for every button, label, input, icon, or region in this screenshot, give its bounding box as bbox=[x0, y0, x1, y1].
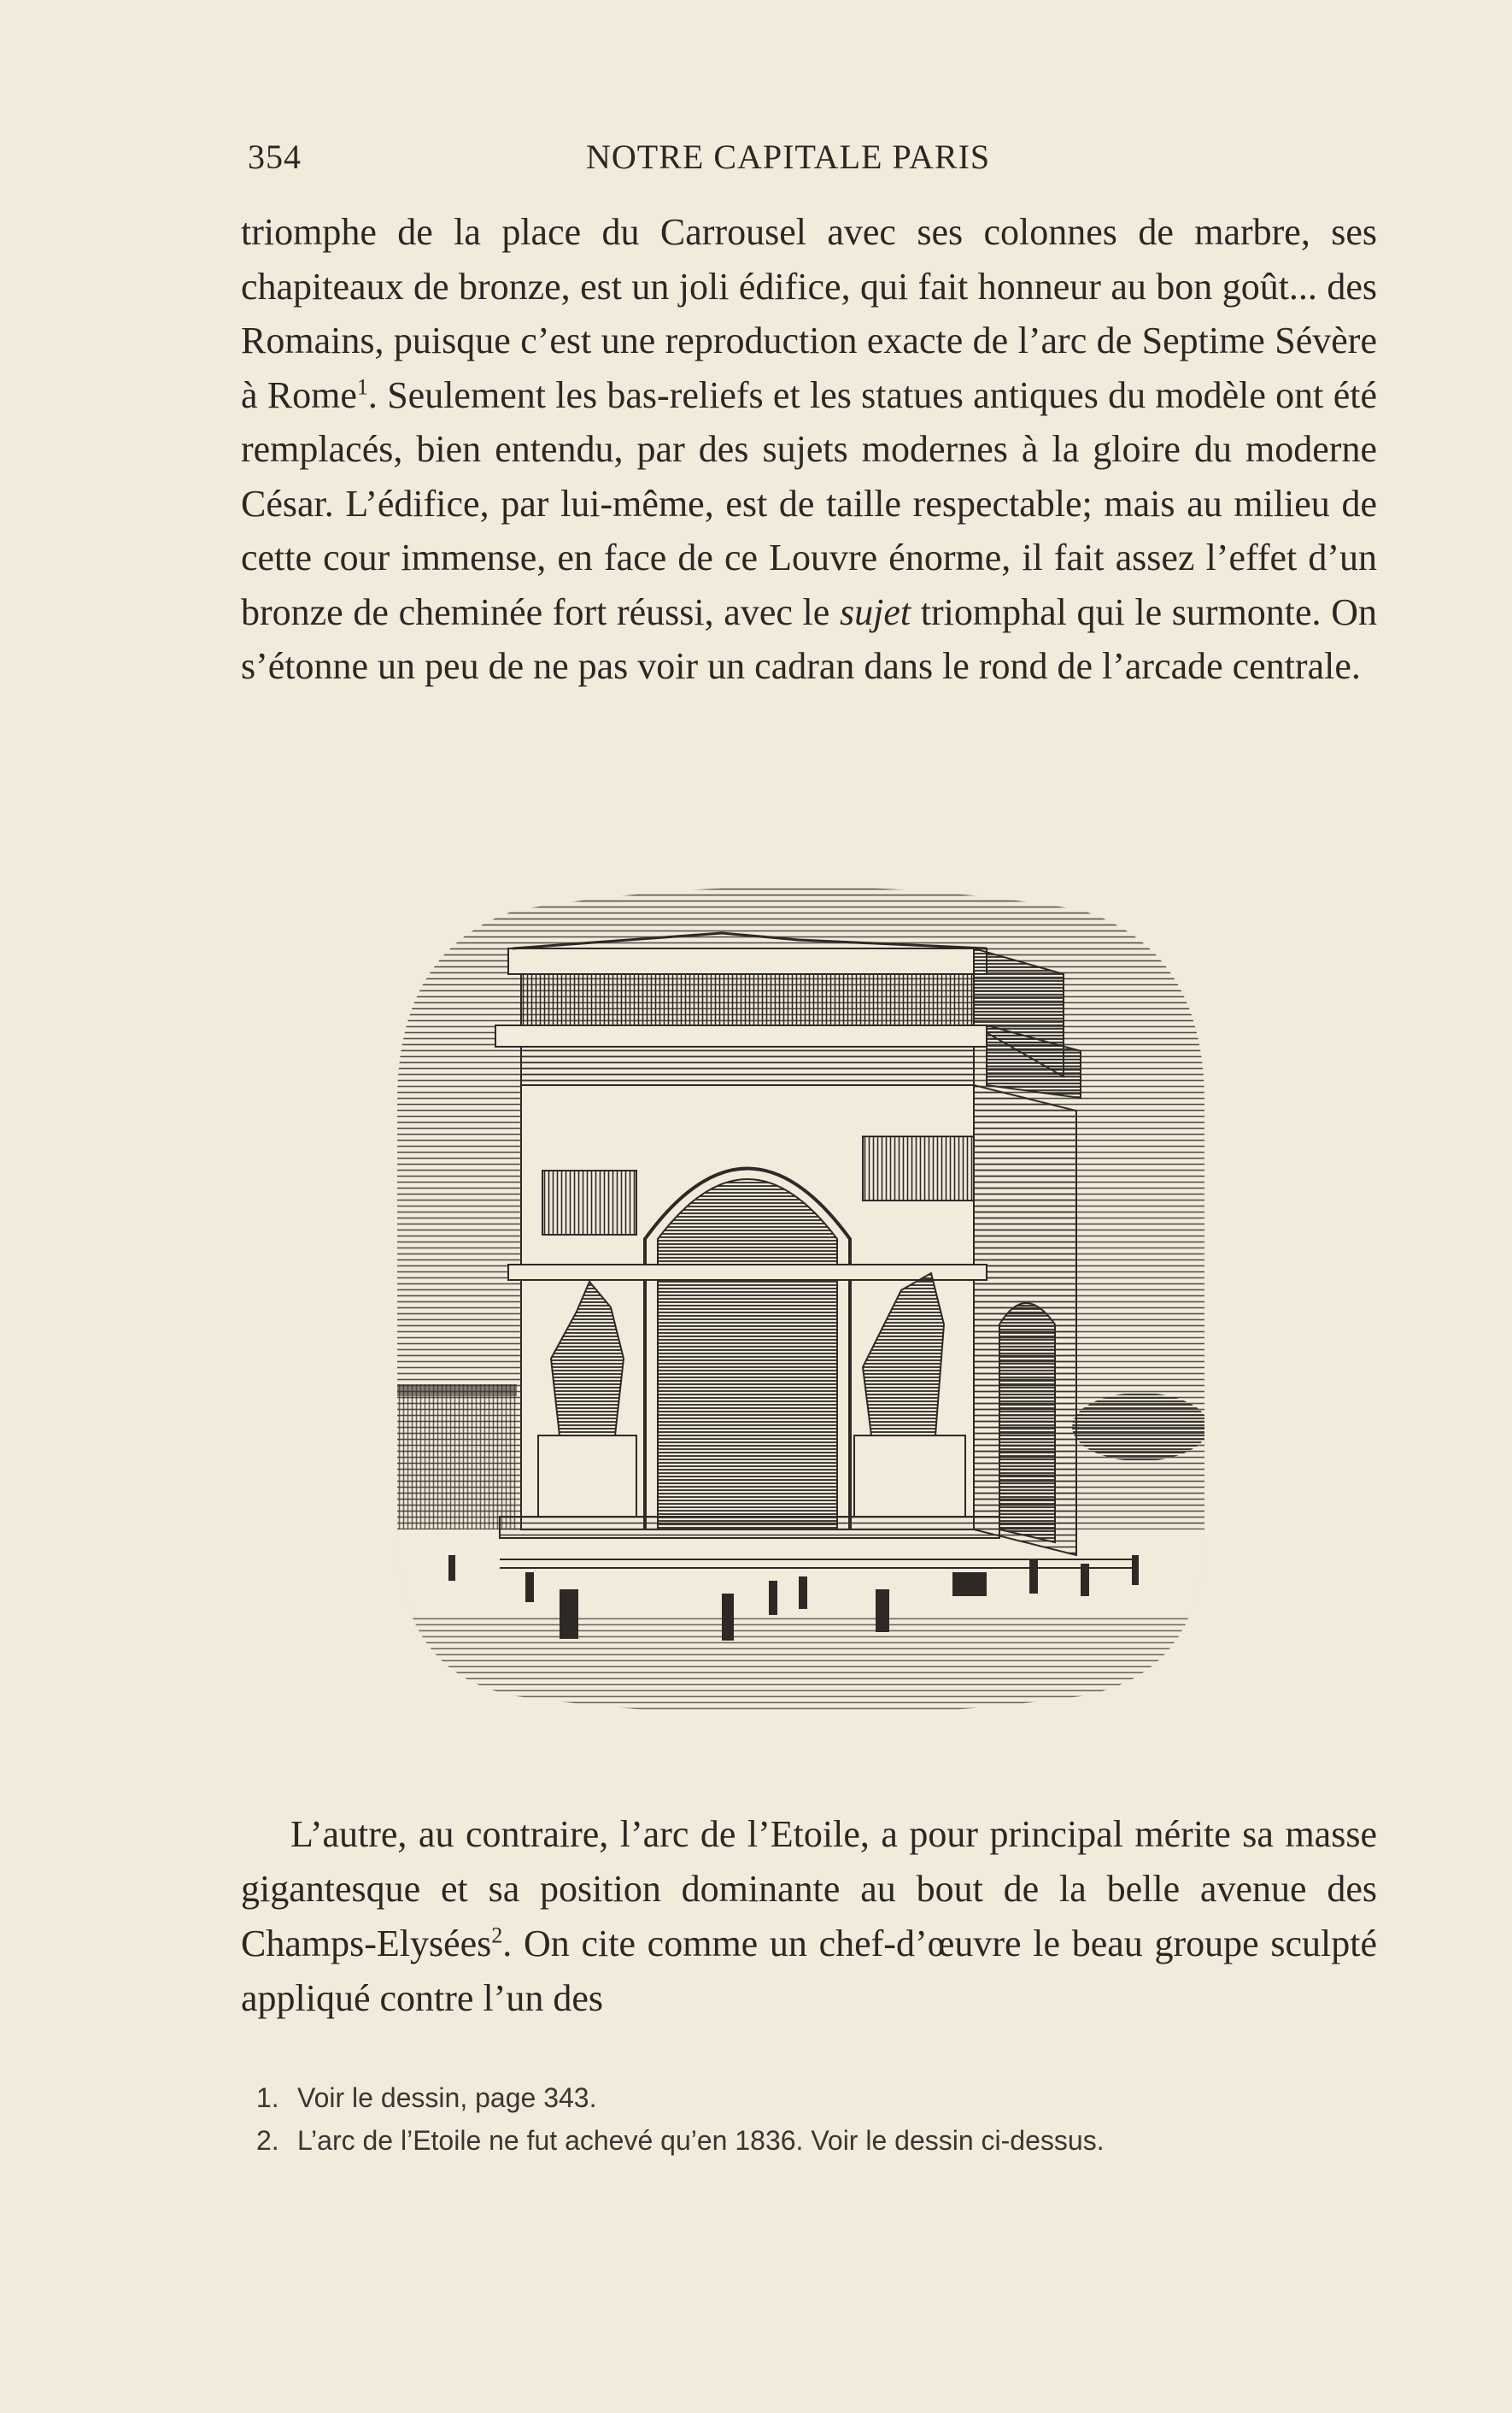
arc-de-triomphe-engraving-icon bbox=[397, 880, 1204, 1713]
paragraph-2-part-b: . On cite comme un chef-d’œuvre le beau groupe sculpté appliqué contre l’un des bbox=[241, 1923, 1377, 2019]
paragraph-2-text bbox=[241, 1807, 1377, 2026]
italic-word: sujet bbox=[839, 590, 911, 633]
paragraph-2-part-a: L’autre, au contraire, l’arc de l’Etoile, a pour principal mérite sa masse gigantesque et sa position dominante au bout de la belle avenue des Champs-Elysées bbox=[241, 1813, 1377, 1964]
footnote-number: 2. bbox=[256, 2125, 279, 2156]
page-number: 354 bbox=[248, 138, 302, 176]
paragraph-2 bbox=[241, 1807, 1377, 2026]
footnote-1 bbox=[256, 2076, 1367, 2119]
running-header bbox=[248, 137, 1042, 179]
paragraph-1-part-a: triomphe de la place du Carrousel avec ses colonnes de marbre, ses chapiteaux de bronze, est un joli édifice, qui fait honneur au bon goût... des Romains, puisque c’est une reproduction exacte de l’arc de Septime Sévère à Rome bbox=[241, 211, 1377, 416]
paragraph-1-part-b: . Seulement les bas-reliefs et les statues antiques du modèle ont été remplacés, bien entendu, par des sujets modernes à la gloire du moderne César. L’édifice, par lui-même, est de taille respectable; mais au milieu de cette cour immense, en face de ce Louvre énorme, il fait assez l’effet d’un bronze de cheminée fort réussi, avec le bbox=[241, 373, 1377, 633]
footnotes bbox=[256, 2076, 1367, 2162]
footnote-mark-1[interactable]: 1 bbox=[356, 373, 368, 399]
paragraph-1-text bbox=[241, 205, 1377, 694]
footnote-mark-2[interactable]: 2 bbox=[491, 1923, 503, 1948]
paragraph-1 bbox=[241, 205, 1377, 694]
arch bbox=[495, 933, 1081, 1555]
footnote-number: 1. bbox=[256, 2082, 279, 2113]
footnote-2 bbox=[256, 2119, 1367, 2162]
footnote-text: Voir le dessin, page 343. bbox=[297, 2082, 597, 2113]
footnote-text: L’arc de l’Etoile ne fut achevé qu’en 1836. Voir le dessin ci-dessus. bbox=[297, 2125, 1105, 2156]
running-title: NOTRE CAPITALE PARIS bbox=[586, 138, 991, 176]
paragraph-1-part-c: triomphal qui le surmonte. On s’étonne un peu de ne pas voir un cadran dans le rond de l’arcade centrale. bbox=[241, 590, 1377, 687]
